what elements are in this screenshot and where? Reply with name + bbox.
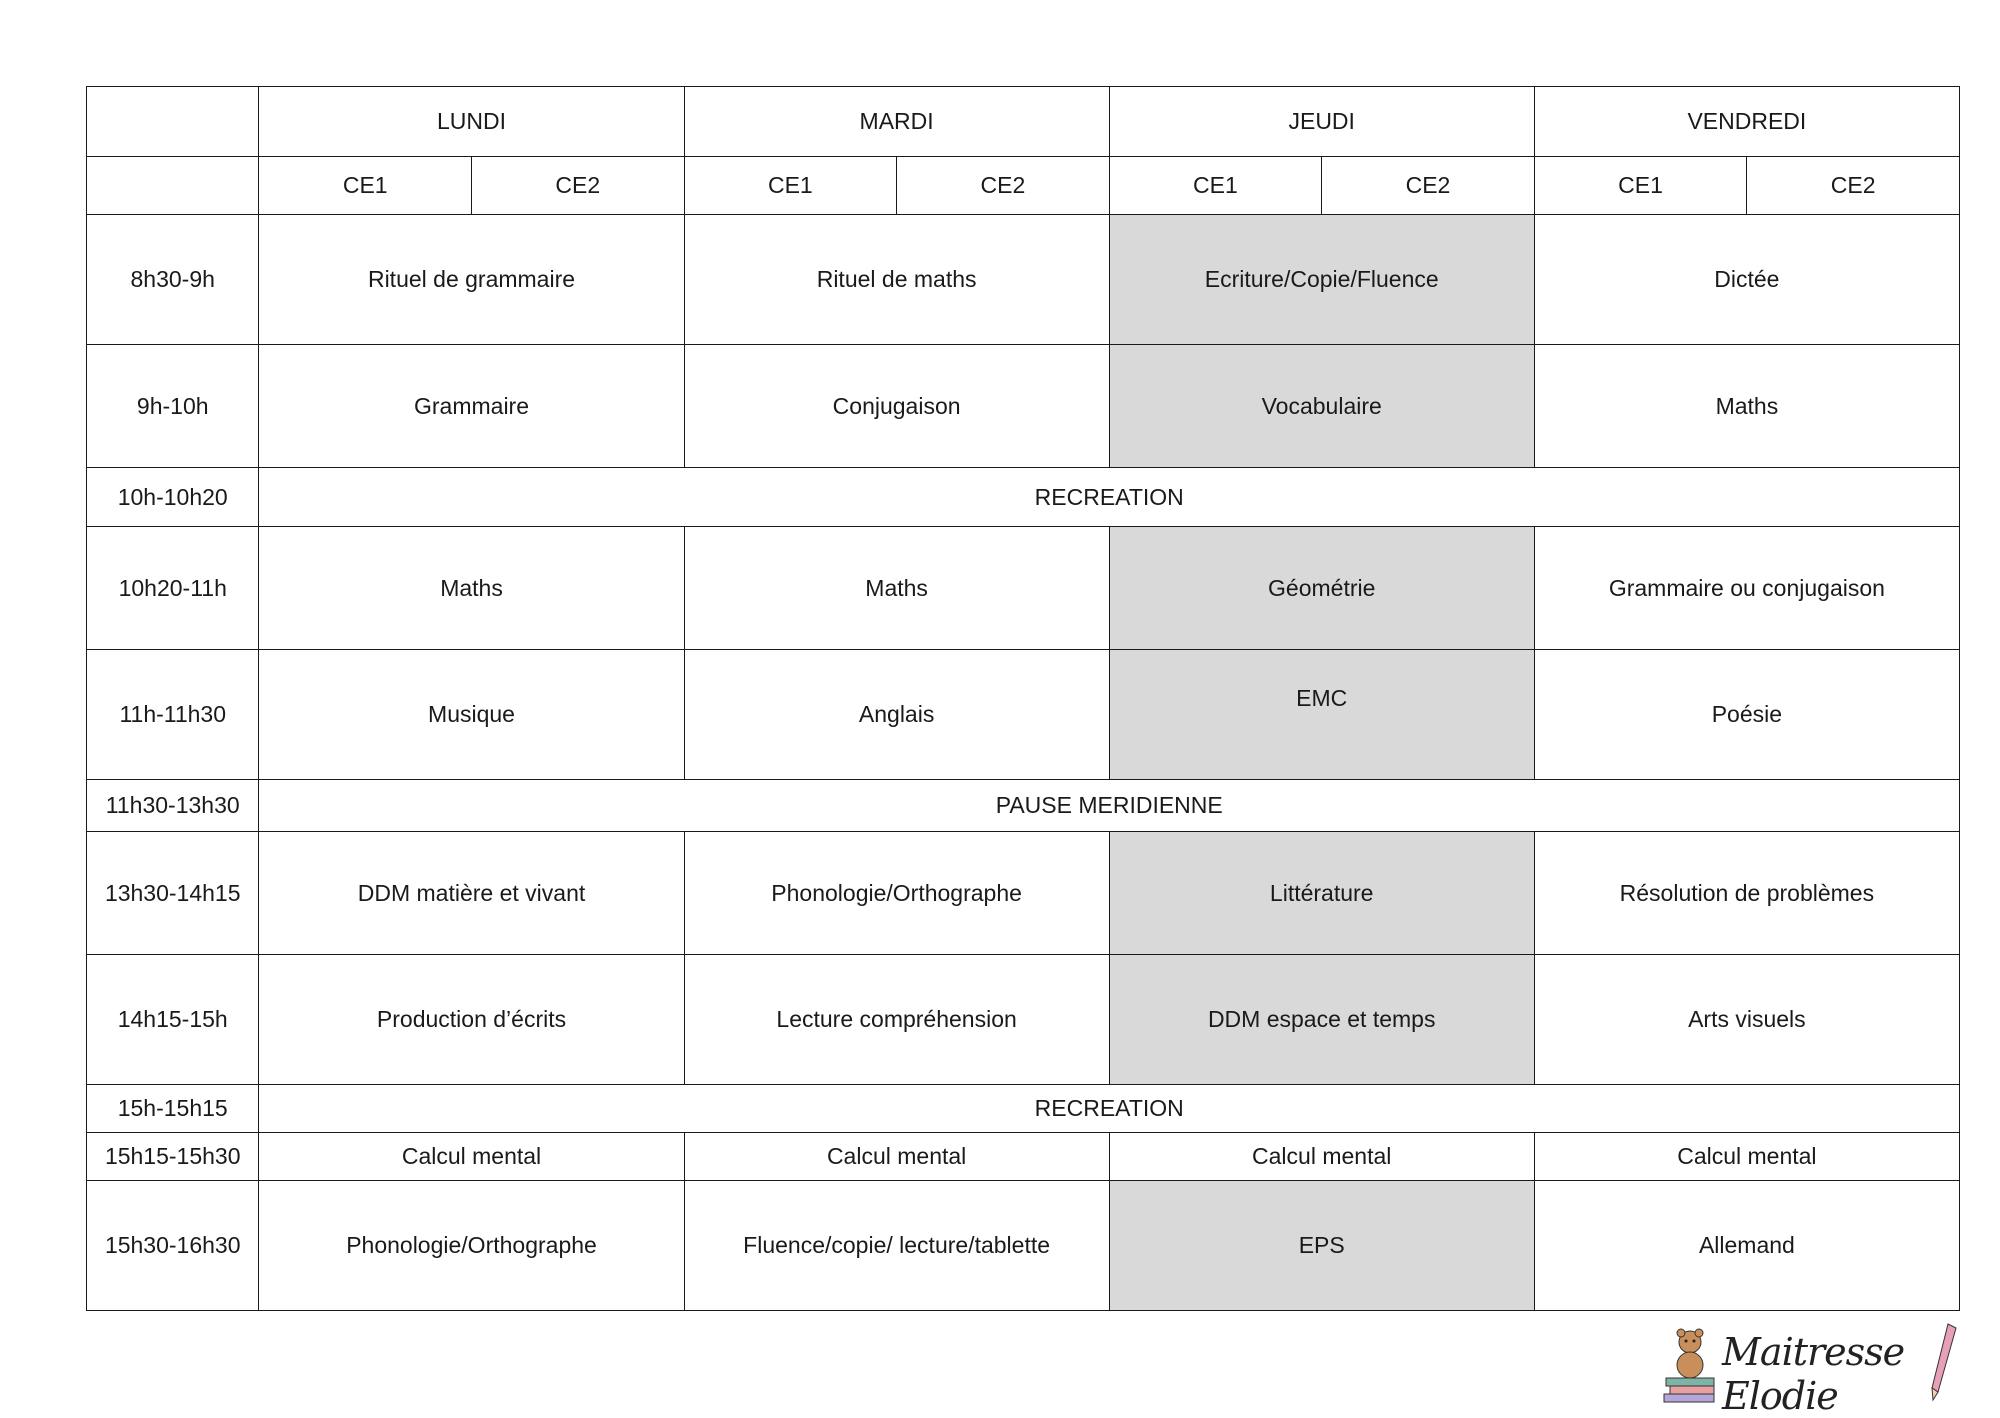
subject-cell: Résolution de problèmes (1534, 832, 1959, 955)
subject-cell: Musique (259, 650, 684, 780)
break-label: PAUSE MERIDIENNE (259, 780, 1960, 832)
logo-text: Maitresse Elodie (1722, 1330, 1905, 1418)
day-mardi: MARDI (684, 87, 1109, 157)
subject-label: EMC (1296, 685, 1348, 711)
subject-cell: Conjugaison (684, 345, 1109, 468)
subject-cell: Grammaire (259, 345, 684, 468)
level-ce1: CE1 (1109, 157, 1322, 215)
break-row (87, 468, 1960, 527)
table-row (87, 345, 1960, 468)
subject-cell: Phonologie/Orthographe (684, 832, 1109, 955)
table-row (87, 215, 1960, 345)
subject-cell: Rituel de grammaire (259, 215, 684, 345)
time-slot: 15h30-16h30 (87, 1181, 259, 1311)
table-row (87, 527, 1960, 650)
teddy-bear-icon (1660, 1320, 1720, 1406)
maitresse-elodie-logo (1660, 1318, 1960, 1418)
subject-cell: Arts visuels (1534, 955, 1959, 1085)
subject-cell: EPS (1109, 1181, 1534, 1311)
day-jeudi: JEUDI (1109, 87, 1534, 157)
level-ce2: CE2 (1322, 157, 1535, 215)
table-row (87, 1181, 1960, 1311)
subject-cell: DDM matière et vivant (259, 832, 684, 955)
subject-cell: Anglais (684, 650, 1109, 780)
subject-cell: Phonologie/Orthographe (259, 1181, 684, 1311)
level-ce2: CE2 (897, 157, 1110, 215)
subject-cell: Allemand (1534, 1181, 1959, 1311)
time-slot: 9h-10h (87, 345, 259, 468)
subject-cell (1109, 650, 1534, 780)
subject-cell: Maths (1534, 345, 1959, 468)
break-row (87, 1085, 1960, 1133)
subject-cell: Fluence/copie/ lecture/tablette (684, 1181, 1109, 1311)
timetable (86, 86, 1960, 1311)
break-label: RECREATION (259, 468, 1960, 527)
subject-cell: Poésie (1534, 650, 1959, 780)
subject-cell: Maths (259, 527, 684, 650)
corner-cell (87, 157, 259, 215)
corner-cell (87, 87, 259, 157)
table-row (87, 955, 1960, 1085)
pencil-icon (1928, 1322, 1958, 1402)
level-ce2: CE2 (472, 157, 685, 215)
subject-cell: Géométrie (1109, 527, 1534, 650)
subject-cell: Production d’écrits (259, 955, 684, 1085)
subject-cell: Lecture compréhension (684, 955, 1109, 1085)
level-ce2: CE2 (1747, 157, 1960, 215)
subject-cell: Grammaire ou conjugaison (1534, 527, 1959, 650)
level-ce1: CE1 (259, 157, 472, 215)
time-slot: 10h20-11h (87, 527, 259, 650)
subject-cell: Littérature (1109, 832, 1534, 955)
subject-cell: Calcul mental (259, 1133, 684, 1181)
level-ce1: CE1 (684, 157, 897, 215)
subject-cell: Rituel de maths (684, 215, 1109, 345)
table-row (87, 832, 1960, 955)
time-slot: 11h30-13h30 (87, 780, 259, 832)
level-header-row (87, 157, 1960, 215)
level-ce1: CE1 (1534, 157, 1747, 215)
subject-cell: Ecriture/Copie/Fluence (1109, 215, 1534, 345)
time-slot: 14h15-15h (87, 955, 259, 1085)
day-lundi: LUNDI (259, 87, 684, 157)
subject-cell: Vocabulaire (1109, 345, 1534, 468)
subject-cell: Maths (684, 527, 1109, 650)
time-slot: 15h-15h15 (87, 1085, 259, 1133)
table-row (87, 1133, 1960, 1181)
time-slot: 13h30-14h15 (87, 832, 259, 955)
time-slot: 10h-10h20 (87, 468, 259, 527)
subject-cell: Calcul mental (1109, 1133, 1534, 1181)
time-slot: 15h15-15h30 (87, 1133, 259, 1181)
table-row (87, 650, 1960, 780)
break-label: RECREATION (259, 1085, 1960, 1133)
subject-cell: DDM espace et temps (1109, 955, 1534, 1085)
day-vendredi: VENDREDI (1534, 87, 1959, 157)
time-slot: 11h-11h30 (87, 650, 259, 780)
break-row (87, 780, 1960, 832)
subject-cell: Calcul mental (1534, 1133, 1959, 1181)
day-header-row (87, 87, 1960, 157)
subject-cell: Calcul mental (684, 1133, 1109, 1181)
time-slot: 8h30-9h (87, 215, 259, 345)
subject-cell: Dictée (1534, 215, 1959, 345)
